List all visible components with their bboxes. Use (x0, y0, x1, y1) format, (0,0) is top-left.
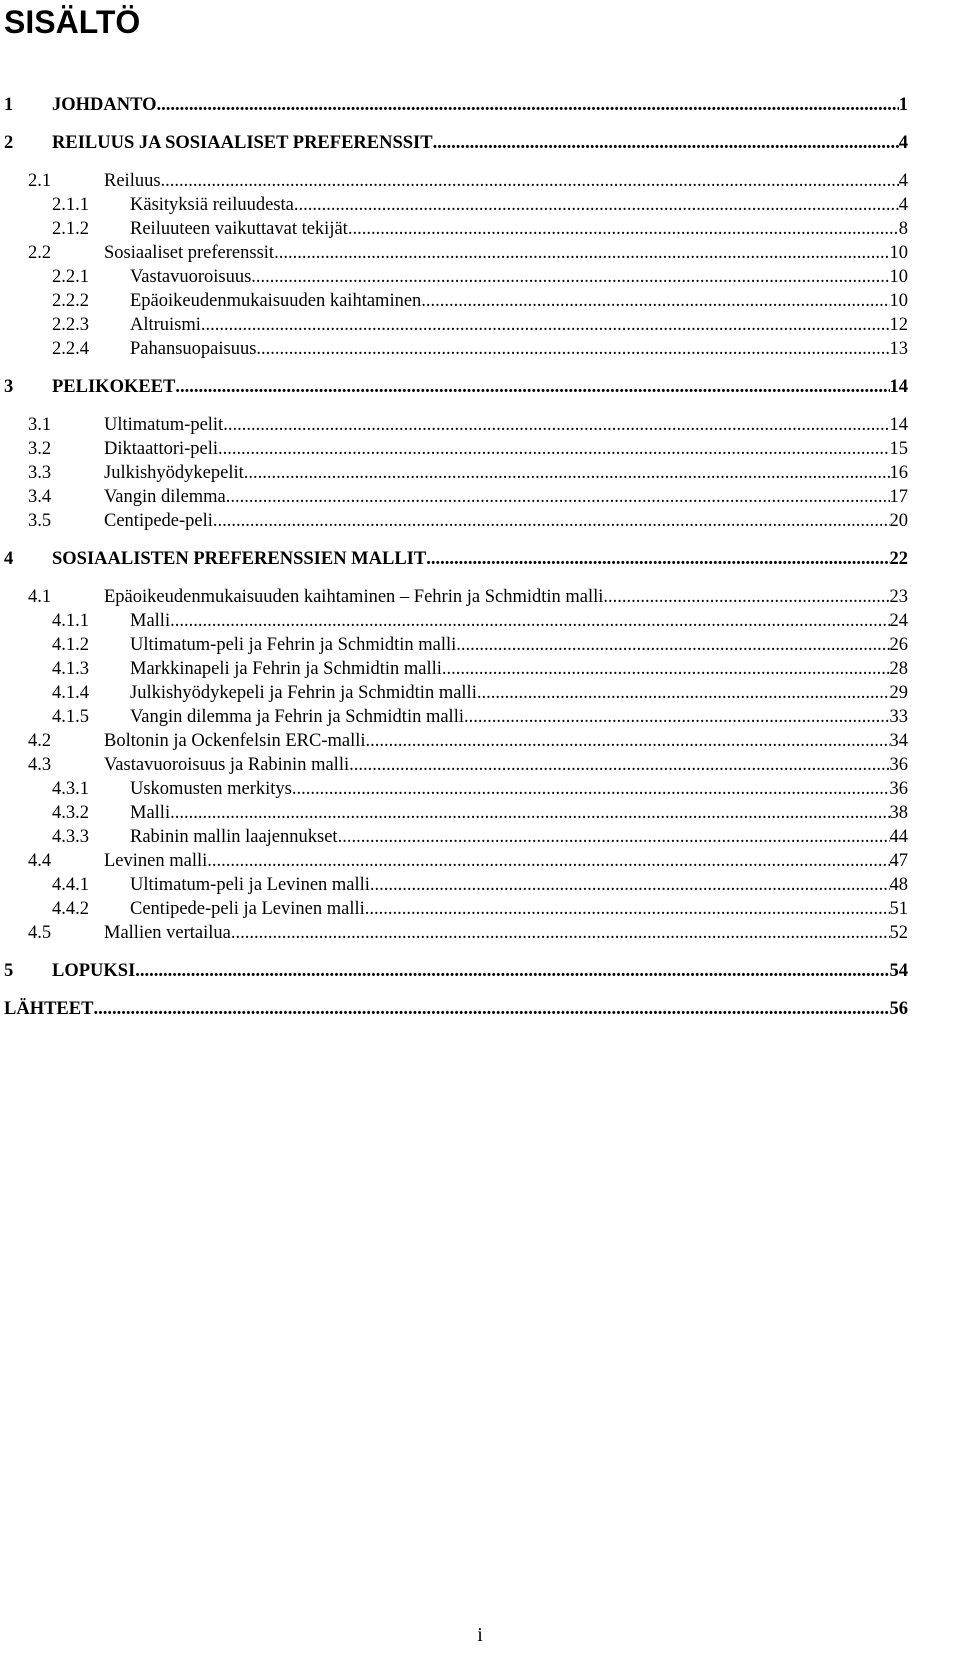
toc-entry-number: 2.1.1 (52, 195, 89, 215)
toc-entry[interactable] (52, 312, 908, 338)
toc-entry-title: Vangin dilemma ja Fehrin ja Schmidtin malli (130, 707, 464, 727)
toc-entry-page: 38 (889, 803, 908, 823)
toc-leader-dots (157, 92, 899, 118)
toc-entry[interactable] (4, 958, 908, 984)
toc-entry-number: 2.1 (28, 171, 52, 191)
toc-entry-page: 23 (889, 587, 908, 607)
toc-entry-title: Levinen malli (104, 851, 208, 871)
toc-entry-title: Markkinapeli ja Fehrin ja Schmidtin malli (130, 659, 442, 679)
toc-leader-dots (213, 508, 890, 534)
toc-entry[interactable] (28, 168, 908, 194)
toc-entry-page: 36 (889, 779, 908, 799)
toc-entry-number: 4.2 (28, 731, 52, 751)
toc-entry-number: 3.4 (28, 487, 52, 507)
toc-entry[interactable] (28, 508, 908, 534)
toc-entry-page: 51 (889, 899, 908, 919)
toc-entry-number: 5 (4, 961, 14, 981)
toc-entry-title: Ultimatum-peli ja Fehrin ja Schmidtin malli (130, 635, 457, 655)
toc-entry-number: 2 (4, 133, 14, 153)
toc-leader-dots (348, 216, 899, 242)
toc-entry[interactable] (52, 192, 908, 218)
toc-entry-page: 29 (889, 683, 908, 703)
toc-entry-page: 26 (889, 635, 908, 655)
toc-entry[interactable] (28, 412, 908, 438)
toc-entry-number: 4.4.2 (52, 899, 89, 919)
toc-entry-page: 13 (889, 339, 908, 359)
toc-entry-title: Käsityksiä reiluudesta (130, 195, 294, 215)
toc-entry-page: 12 (889, 315, 908, 335)
toc-entry[interactable] (28, 920, 908, 946)
toc-leader-dots (370, 872, 890, 898)
toc-entry-number: 3.2 (28, 439, 52, 459)
toc-leader-dots (161, 168, 899, 194)
toc-leader-dots (433, 130, 899, 156)
toc-entry[interactable] (52, 704, 908, 730)
toc-entry-page: 52 (889, 923, 908, 943)
toc-entry-page: 10 (889, 267, 908, 287)
toc-entry[interactable] (52, 336, 908, 362)
toc-leader-dots (207, 848, 889, 874)
toc-entry-title: REILUUS JA SOSIAALISET PREFERENSSIT (52, 133, 433, 153)
toc-entry-title: Vastavuoroisuus ja Rabinin malli (104, 755, 350, 775)
toc-entry-number: 2.2.2 (52, 291, 89, 311)
toc-leader-dots (201, 312, 890, 338)
toc-entry[interactable] (4, 130, 908, 156)
toc-entry[interactable] (28, 240, 908, 266)
toc-entry[interactable] (52, 608, 908, 634)
toc-entry-page: 8 (898, 219, 908, 239)
toc-entry-number: 3.3 (28, 463, 52, 483)
toc-entry[interactable] (28, 484, 908, 510)
toc-entry-number: 4.3.3 (52, 827, 89, 847)
toc-entry-number: 4.4 (28, 851, 52, 871)
toc-entry-number: 1 (4, 95, 14, 115)
toc-entry[interactable] (28, 584, 908, 610)
toc-entry-number: 3 (4, 377, 14, 397)
toc-leader-dots (421, 288, 889, 314)
toc-entry-number: 2.2.4 (52, 339, 89, 359)
toc-entry-title: Centipede-peli ja Levinen malli (130, 899, 365, 919)
toc-entry-number: 4.3.1 (52, 779, 89, 799)
toc-entry-number: 4.1.4 (52, 683, 89, 703)
page-number: i (477, 1624, 483, 1646)
toc-entry-title: Sosiaaliset preferenssit (104, 243, 275, 263)
toc-entry-page: 24 (889, 611, 908, 631)
toc-entry-title: Ultimatum-pelit (104, 415, 224, 435)
toc-entry[interactable] (4, 374, 908, 400)
toc-entry-page: 10 (889, 243, 908, 263)
toc-entry[interactable] (28, 848, 908, 874)
toc-entry-title: SOSIAALISTEN PREFERENSSIEN MALLIT (52, 549, 427, 569)
toc-entry-number: 3.1 (28, 415, 52, 435)
toc-entry[interactable] (52, 632, 908, 658)
toc-entry-title: LOPUKSI (52, 961, 136, 981)
toc-entry-number: 4 (4, 549, 14, 569)
toc-leader-dots (477, 680, 890, 706)
toc-leader-dots (338, 824, 890, 850)
toc-entry-title: Julkishyödykepeli ja Fehrin ja Schmidtin malli (130, 683, 477, 703)
toc-entry-page: 4 (898, 171, 908, 191)
toc-entry-title: Mallien vertailua (104, 923, 231, 943)
toc-leader-dots (603, 584, 889, 610)
toc-entry-page: 34 (889, 731, 908, 751)
toc-entry-page: 47 (889, 851, 908, 871)
toc-entry-title: Malli (130, 803, 171, 823)
toc-entry[interactable] (52, 800, 908, 826)
toc-entry-page: 16 (889, 463, 908, 483)
toc-leader-dots (170, 608, 889, 634)
toc-entry-title: Pahansuopaisuus (130, 339, 257, 359)
toc-entry-page: 44 (889, 827, 908, 847)
toc-entry[interactable] (52, 216, 908, 242)
toc-leader-dots (223, 412, 889, 438)
toc-entry-title: Reiluus (104, 171, 161, 191)
toc-entry-title: Epäoikeudenmukaisuuden kaihtaminen (130, 291, 422, 311)
toc-entry-number: 4.3.2 (52, 803, 89, 823)
toc-leader-dots (135, 958, 889, 984)
toc-entry[interactable] (4, 92, 908, 118)
toc-entry-number: 2.2.3 (52, 315, 89, 335)
toc-entry[interactable] (28, 460, 908, 486)
toc-leader-dots (426, 546, 889, 572)
toc-entry-page: 15 (889, 439, 908, 459)
toc-leader-dots (366, 728, 890, 754)
toc-entry[interactable] (52, 824, 908, 850)
toc-entry-page: 28 (889, 659, 908, 679)
toc-leader-dots (365, 896, 890, 922)
toc-entry-number: 2.1.2 (52, 219, 89, 239)
toc-entry-title: Malli (130, 611, 171, 631)
toc-entry-number: 4.3 (28, 755, 52, 775)
toc-entry-page: 10 (889, 291, 908, 311)
toc-entry[interactable] (52, 656, 908, 682)
toc-entry-title: Epäoikeudenmukaisuuden kaihtaminen – Fehrin ja Schmidtin malli (104, 587, 604, 607)
toc-entry-title: Diktaattori-peli (104, 439, 219, 459)
toc-entry-title: Uskomusten merkitys (130, 779, 292, 799)
toc-entry-page: 14 (889, 377, 908, 397)
toc-entry-number: 2.2 (28, 243, 52, 263)
toc-leader-dots (226, 484, 890, 510)
toc-entry-page: 20 (889, 511, 908, 531)
toc-entry-page: 4 (898, 133, 908, 153)
toc-entry-title: Vastavuoroisuus (130, 267, 252, 287)
toc-entry[interactable] (28, 436, 908, 462)
toc-entry-page: 14 (889, 415, 908, 435)
toc-leader-dots (170, 800, 889, 826)
toc-entry-title: JOHDANTO (52, 95, 157, 115)
toc-leader-dots (93, 996, 889, 1022)
toc-leader-dots (274, 240, 889, 266)
toc-entry-number: 4.1 (28, 587, 52, 607)
toc-entry[interactable] (52, 872, 908, 898)
toc-entry-page: 1 (898, 95, 908, 115)
toc-leader-dots (442, 656, 890, 682)
toc-entry[interactable] (52, 680, 908, 706)
toc-entry-title: Rabinin mallin laajennukset (130, 827, 338, 847)
toc-leader-dots (464, 704, 890, 730)
toc-entry[interactable] (52, 264, 908, 290)
toc-entry-number: 4.1.1 (52, 611, 89, 631)
toc-leader-dots (218, 436, 889, 462)
toc-entry-title: Altruismi (130, 315, 201, 335)
toc-entry-number: 4.1.2 (52, 635, 89, 655)
toc-leader-dots (251, 264, 889, 290)
toc-entry-page: 17 (889, 487, 908, 507)
toc-leader-dots (256, 336, 889, 362)
page-title: SISÄLTÖ (4, 4, 141, 40)
toc-entry[interactable] (52, 896, 908, 922)
toc-leader-dots (231, 920, 890, 946)
toc-entry-number: 4.4.1 (52, 875, 89, 895)
toc-entry-title: Boltonin ja Ockenfelsin ERC-malli (104, 731, 366, 751)
toc-entry-page: 48 (889, 875, 908, 895)
toc-leader-dots (292, 776, 890, 802)
toc-leader-dots (349, 752, 889, 778)
toc-entry-page: 56 (889, 999, 908, 1019)
toc-leader-dots (456, 632, 889, 658)
toc-entry-page: 22 (889, 549, 908, 569)
toc-entry-number: 4.5 (28, 923, 52, 943)
toc-entry-page: 4 (898, 195, 908, 215)
toc-entry[interactable] (4, 996, 908, 1022)
toc-entry[interactable] (52, 288, 908, 314)
toc-entry-title: Ultimatum-peli ja Levinen malli (130, 875, 370, 895)
toc-leader-dots (175, 374, 889, 400)
toc-entry-number: 4.1.3 (52, 659, 89, 679)
toc-entry-title: LÄHTEET (4, 999, 94, 1019)
toc-entry-number: 3.5 (28, 511, 52, 531)
toc-entry-title: Vangin dilemma (104, 487, 226, 507)
toc-leader-dots (294, 192, 899, 218)
toc-entry[interactable] (52, 776, 908, 802)
toc-entry-page: 36 (889, 755, 908, 775)
toc-entry-title: Reiluuteen vaikuttavat tekijät (130, 219, 348, 239)
toc-entry[interactable] (28, 728, 908, 754)
toc-entry-page: 33 (889, 707, 908, 727)
toc-leader-dots (244, 460, 890, 486)
toc-entry-title: Centipede-peli (104, 511, 213, 531)
toc-entry[interactable] (4, 546, 908, 572)
toc-entry[interactable] (28, 752, 908, 778)
toc-entry-title: PELIKOKEET (52, 377, 176, 397)
toc-entry-number: 4.1.5 (52, 707, 89, 727)
toc-entry-page: 54 (889, 961, 908, 981)
toc-entry-number: 2.2.1 (52, 267, 89, 287)
toc-entry-title: Julkishyödykepelit (104, 463, 244, 483)
